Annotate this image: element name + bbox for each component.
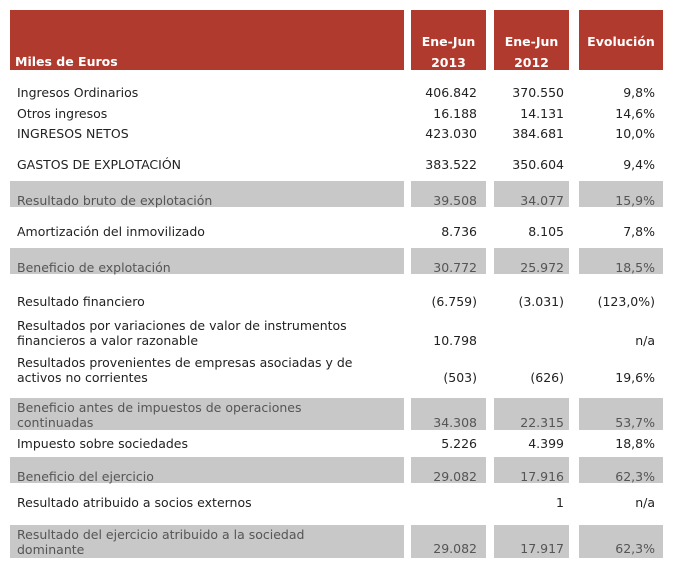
row-value-2012: 350.604 [512,157,564,172]
row-label: Resultados provenientes de empresas asociadas y de activos no corrientes [17,355,353,385]
row-value-2012: 25.972 [520,260,564,275]
row-value-2013: 423.030 [425,126,477,141]
column-gap-3 [569,175,579,563]
row-label: INGRESOS NETOS [17,126,129,141]
row-value-2013: 383.522 [425,157,477,172]
row-evolucion: 9,4% [623,157,655,172]
row-label: Amortización del inmovilizado [17,224,205,239]
row-value-2012: 370.550 [512,85,564,100]
header-units-cell [10,10,404,70]
row-label: Impuesto sobre sociedades [17,436,188,451]
row-label: Otros ingresos [17,106,108,121]
row-value-2013: 29.082 [433,541,477,556]
col-2012-line2: 2012 [514,55,549,70]
units-label: Miles de Euros [15,54,118,69]
row-value-2012: 384.681 [512,126,564,141]
row-evolucion: 10,0% [615,126,655,141]
column-gap-1 [404,175,411,563]
row-evolucion: 62,3% [615,541,655,556]
row-value-2013: 10.798 [433,333,477,348]
row-evolucion: n/a [635,495,655,510]
row-label: Resultado bruto de explotación [17,193,213,208]
row-label: GASTOS DE EXPLOTACIÓN [17,157,182,172]
row-value-2013: 34.308 [433,415,477,430]
row-label: Ingresos Ordinarios [17,85,139,100]
col-2013-line1: Ene-Jun [421,34,476,49]
row-label: Resultado del ejercicio atribuido a la sociedad dominante [17,527,305,557]
row-value-2013: 5.226 [441,436,477,451]
row-value-2013: 30.772 [433,260,477,275]
row-value-2013: 29.082 [433,469,477,484]
row-evolucion: 18,8% [615,436,655,451]
row-evolucion: 53,7% [615,415,655,430]
row-value-2012: 34.077 [520,193,564,208]
row-value-2012: 8.105 [528,224,564,239]
col-evolucion-label: Evolución [587,34,655,49]
row-evolucion: 9,8% [623,85,655,100]
row-value-2012: (3.031) [518,294,564,309]
column-gap-2 [486,175,494,563]
row-label: Beneficio de explotación [17,260,171,275]
row-value-2013: 16.188 [433,106,477,121]
row-label: Beneficio antes de impuestos de operaciones continuadas [17,400,302,430]
header-col-evolucion [579,10,663,70]
row-value-2012: 1 [556,495,564,510]
row-value-2012: 14.131 [520,106,564,121]
row-evolucion: 19,6% [615,370,655,385]
row-value-2013: (503) [443,370,477,385]
col-2013-line2: 2013 [431,55,466,70]
row-value-2012: (626) [530,370,564,385]
row-value-2012: 22.315 [520,415,564,430]
row-value-2013: (6.759) [431,294,477,309]
row-evolucion: 62,3% [615,469,655,484]
row-evolucion: n/a [635,333,655,348]
row-value-2012: 17.917 [520,541,564,556]
row-evolucion: 7,8% [623,224,655,239]
row-evolucion: 18,5% [615,260,655,275]
row-label: Resultado financiero [17,294,145,309]
header-col-2013 [411,10,486,70]
row-label: Resultado atribuido a socios externos [17,495,252,510]
row-value-2013: 8.736 [441,224,477,239]
row-value-2012: 17.916 [520,469,564,484]
row-evolucion: 14,6% [615,106,655,121]
header-col-2012 [494,10,569,70]
col-2012-line1: Ene-Jun [504,34,559,49]
row-value-2013: 39.508 [433,193,477,208]
row-value-2013: 406.842 [425,85,477,100]
row-label: Resultados por variaciones de valor de instrumentos financieros a valor razonable [17,318,347,348]
row-evolucion: (123,0%) [597,294,655,309]
row-value-2012: 4.399 [528,436,564,451]
row-label: Beneficio del ejercicio [17,469,154,484]
row-evolucion: 15,9% [615,193,655,208]
